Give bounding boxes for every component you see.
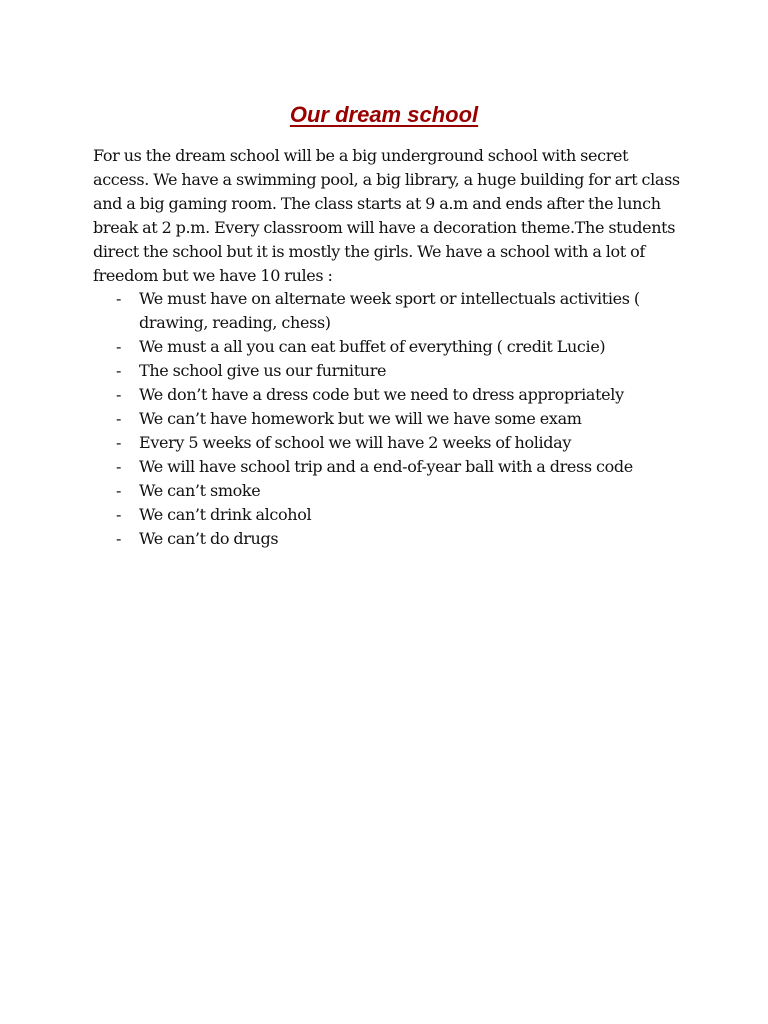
rule-text: We must have on alternate week sport or intellectuals activities ( drawing, reading, chess)	[139, 289, 640, 333]
rules-list	[93, 287, 683, 550]
rule-item	[93, 287, 683, 335]
bullet-dash: -	[116, 408, 122, 428]
bullet-dash: -	[116, 504, 122, 524]
bullet-dash: -	[116, 480, 122, 500]
rule-text: We will have school trip and a end-of-year ball with a dress code	[139, 456, 633, 476]
rule-text: We can’t smoke	[139, 480, 261, 500]
bullet-dash: -	[116, 456, 122, 476]
rule-item	[93, 335, 683, 359]
rule-text: We must a all you can eat buffet of everything ( credit Lucie)	[139, 337, 606, 357]
rule-item	[93, 479, 683, 503]
bullet-dash: -	[116, 337, 122, 357]
bullet-dash: -	[116, 528, 122, 548]
rule-item	[93, 527, 683, 551]
rule-text: We can’t do drugs	[139, 528, 279, 548]
rule-text: Every 5 weeks of school we will have 2 weeks of holiday	[139, 432, 572, 452]
rule-item	[93, 407, 683, 431]
rule-item	[93, 431, 683, 455]
bullet-dash: -	[116, 432, 122, 452]
bullet-dash: -	[116, 385, 122, 405]
intro-paragraph: For us the dream school will be a big underground school with secret access. We have a swimming pool, a big library, a huge building for art class and a big gaming room. The class starts at 9 a.m and ends after the lunch break at 2 p.m. Every classroom will have a decoration theme.The students direct the school but it is mostly the girls. We have a school with a lot of freedom but we have 10 rules :	[93, 146, 680, 285]
rule-item	[93, 359, 683, 383]
document-body	[93, 144, 683, 550]
rule-text: We don’t have a dress code but we need to dress appropriately	[139, 385, 624, 405]
rule-text: We can’t drink alcohol	[139, 504, 312, 524]
rule-item	[93, 503, 683, 527]
rule-text: We can’t have homework but we will we have some exam	[139, 408, 582, 428]
rule-item	[93, 383, 683, 407]
rule-text: The school give us our furniture	[139, 361, 387, 381]
document-title: Our dream school	[289, 101, 479, 127]
rule-item	[93, 455, 683, 479]
bullet-dash: -	[116, 289, 122, 309]
bullet-dash: -	[116, 361, 122, 381]
